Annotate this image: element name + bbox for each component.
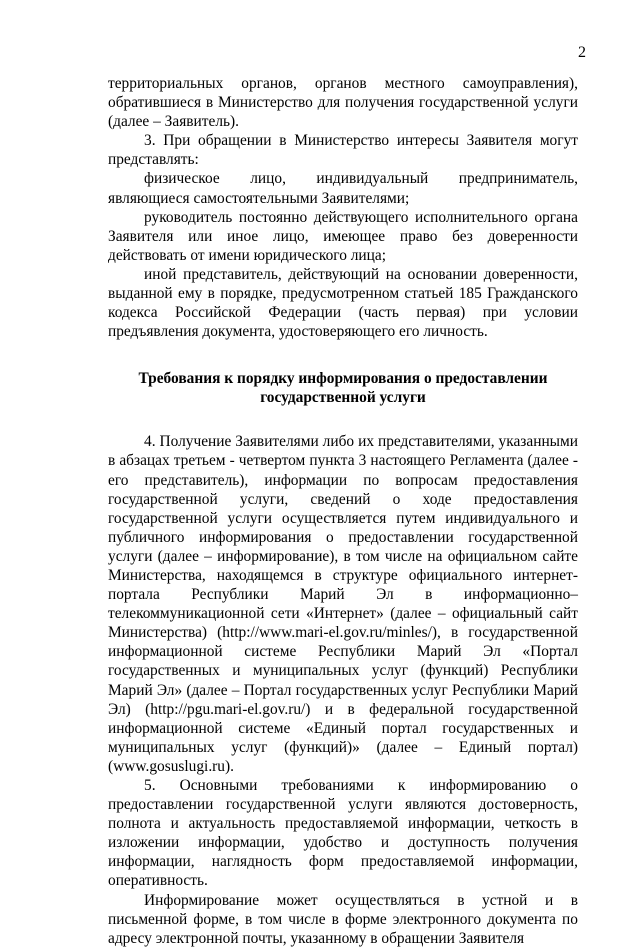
paragraph-informing-forms: Информирование может осуществляться в устной и в письменной форме, в том числе в форме электронного документа по адресу электронной почты, указанному в обращении Заявителя (108, 891, 578, 947)
section-heading (108, 369, 578, 407)
paragraph-applicant-definition-continued: территориальных органов, органов местного самоуправления), обратившиеся в Министерство для получения государственной услуги (далее – Заявитель). (108, 75, 578, 131)
paragraph-head-of-body: руководитель постоянно действующего исполнительного органа Заявителя или иное лицо, имеющее право без доверенности действовать от имени юридического лица; (108, 208, 578, 264)
document-body (108, 74, 578, 948)
section-heading-line-2: государственной услуги (260, 389, 426, 407)
paragraph-other-representative: иной представитель, действующий на основании доверенности, выданной ему в порядке, предусмотренном статьей 185 Гражданского кодекса Российской Федерации (часть первая) при условии предъявления документа, удостоверяющего его личность. (108, 265, 578, 341)
section-heading-line-1: Требования к порядку информирования о предоставлении (138, 370, 548, 388)
paragraph-item-4: 4. Получение Заявителями либо их представителями, указанными в абзацах третьем - четвертом пункта 3 настоящего Регламента (далее - его представитель), информации по вопросам предоставления государственной услуги, сведений о ходе предоставления государственной услуги осуществляется путем индивидуального и публичного информирования о предоставлении государственной услуги (далее – информирование), в том числе на официальном сайте Министерства, находящемся в структуре официального интернет-портала Республики Марий Эл в информационно–телекоммуникационной сети «Интернет» (далее – официальный сайт Министерства) (http://www.mari-el.gov.ru/minles/), в государственной информационной системе Республики Марий Эл «Портал государственных и муниципальных услуг (функций) Республики Марий Эл» (далее – Портал государственных услуг Республики Марий Эл) (http://pgu.mari-el.gov.ru/) и в федеральной государственной информационной системе «Единый портал государственных и муниципальных услуг (функций)» (далее – Единый портал) (www.gosuslugi.ru). (108, 433, 578, 775)
page-number: 2 (578, 44, 586, 61)
paragraph-item-3: 3. При обращении в Министерство интересы Заявителя могут представлять: (108, 132, 578, 169)
paragraph-individual-entrepreneur: физическое лицо, индивидуальный предприниматель, являющиеся самостоятельными Заявителями; (108, 170, 578, 207)
paragraph-item-5: 5. Основными требованиями к информированию о предоставлении государственной услуги являются достоверность, полнота и актуальность предоставляемой информации, четкость в изложении информации, удобство и доступность получения информации, наглядность форм предоставляемой информации, оперативность. (108, 777, 578, 890)
